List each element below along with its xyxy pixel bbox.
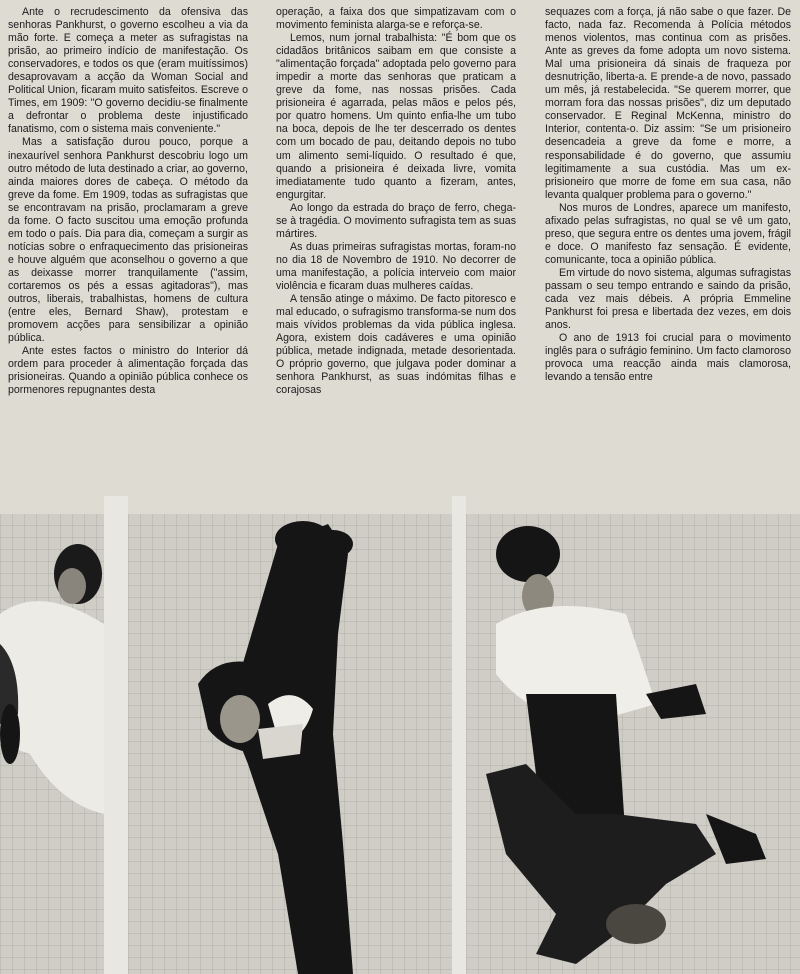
photo-strip <box>0 496 800 974</box>
photo-left <box>0 514 104 974</box>
photo-left-figures <box>0 514 104 974</box>
photo-center-figures <box>128 514 452 974</box>
paragraph: A tensão atinge o máximo. De facto pitoresco e mal educado, o sufragismo transforma-se num dos mais vívidos problemas da vida pública inglesa. Agora, existem dois cadáveres e uma opinião pública, metade indignada, metade desorientada. O próprio governo, que julgava poder dominar a senhora Pankhurst, as suas indómitas filhas e corajosas <box>276 293 516 397</box>
paragraph: sequazes com a força, já não sabe o que fazer. De facto, nada faz. Recomenda à Polícia métodos menos violentos, mas continua com as prisões. Ante as greves da fome adopta um novo sistema. Mal uma prisioneira dá sinais de fraqueza por desnutrição, liberta-a. E prende-a de novo, passado um mês, já restabelecida. "Se querem morrer, que morram fora das nossas prisões", diz um deputado conservador. E Reginal McKenna, ministro do Interior, contenta-o. Diz assim: "Se um prisioneiro desencadeia a greve da fome e morre, a responsabilidade é do governo, que assumiu legitimamente a sua custódia. Mas um ex-prisioneiro que morre de fome em sua casa, não levanta qualquer problema para o governo." <box>545 6 791 201</box>
article-column-2 <box>276 6 516 494</box>
photo-right <box>466 514 800 974</box>
paragraph: Ao longo da estrada do braço de ferro, chega-se à tragédia. O movimento sufragista tem as suas mártires. <box>276 201 516 240</box>
paragraph: Em virtude do novo sistema, algumas sufragistas passam o seu tempo entrando e saindo da prisão, cada vez mais débeis. A própria Emmeline Pankhurst foi presa e libertada dez vezes, em dois anos. <box>545 266 791 332</box>
paragraph: Lemos, num jornal trabalhista: "É bom que os cidadãos britânicos saibam em que consiste a "alimentação forçada" adoptada pelo governo para impedir a morte das senhoras que praticam a greve da fome, nas nossas prisões. Cada prisioneira é agarrada, pelas mãos e pelos pés, por quatro homens. Um quinto enfia-lhe um tubo na boca, depois de lhe ter descerrado os dentes com um bocado de pau, deitando depois no tubo um alimento semi-líquido. O resultado é que, quando a prisioneira é deixada livre, vomita imediatamente tudo quanto a fizeram, antes, engurgitar. <box>276 32 516 201</box>
paragraph: operação, a faixa dos que simpatizavam com o movimento feminista alarga-se e reforça-se. <box>276 6 516 32</box>
paragraph: Ante estes factos o ministro do Interior dá ordem para proceder à alimentação forçada das prisioneiras. Quando a opinião pública conhece os pormenores repugnantes desta <box>8 345 248 397</box>
photo-right-figures <box>466 514 800 974</box>
photo-gutter <box>104 496 128 974</box>
paragraph: Ante o recrudescimento da ofensiva das senhoras Pankhurst, o governo escolheu a via da mão forte. E começa a meter as sufragistas na prisão, ao primeiro indício de manifestação. Os conservadores, e todos os que (eram muitíssimos) desaprovavam a acção da Woman Social and Political Union, ficaram muito satisfeitos. Escreve o Times, em 1909: "O governo decidiu-se finalmente a defrontar o problema deste injustificado fanatismo, com o sistema mais conveniente." <box>8 6 248 136</box>
paragraph: Nos muros de Londres, aparece um manifesto, afixado pelas sufragistas, no qual se vê um gato, preso, que segura entre os dentes uma jovem, frágil e doce. O manifesto faz sensação. É evidente, comunicante, toca a opinião pública. <box>545 201 791 266</box>
photo-center <box>128 514 452 974</box>
article-column-1 <box>8 6 248 494</box>
photo-gutter <box>452 496 466 974</box>
article-column-3 <box>545 6 791 494</box>
paragraph: Mas a satisfação durou pouco, porque a inexaurível senhora Pankhurst descobriu logo um outro método de luta destinado a criar, ao governo, ainda maiores dores de cabeça. O método da greve da fome. Em 1909, todas as sufragistas que se encontravam na prisão, proclamaram a greve da fome. O facto suscitou uma emoção profunda em todo o país. Dia para dia, começam a surgir as notícias sobre o enfraquecimento das prisioneiras e houve alguém que aconselhou o governo a que as deixasse morrer tranquilamente ("assim, cortaremos os pés a essas agitadoras"), mas outros, liberais, trabalhistas, homens de cultura (entre eles, Bernard Shaw), protestam e promovem acções para sensibilizar a opinião pública. <box>8 136 248 345</box>
paragraph: As duas primeiras sufragistas mortas, foram-no no dia 18 de Novembro de 1910. No decorrer de uma manifestação, a polícia interveio com maior violência e ficaram duas mulheres caídas. <box>276 240 516 292</box>
paragraph: O ano de 1913 foi crucial para o movimento inglês para o sufrágio feminino. Um facto clamoroso provoca uma reacção ainda mais clamorosa, levando a tensão entre <box>545 332 791 384</box>
